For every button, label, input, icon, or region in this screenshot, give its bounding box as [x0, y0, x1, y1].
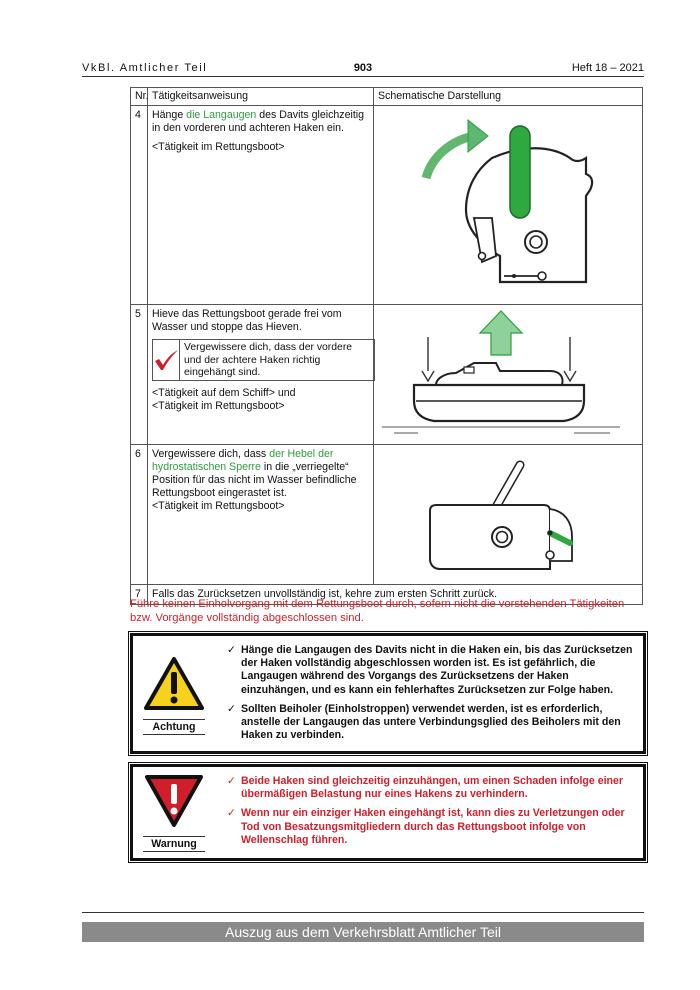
hydrostatic-lock-diagram	[374, 445, 628, 581]
boat-window	[464, 367, 474, 373]
step-highlight: der Hebel der hydrostatischen Sperre	[152, 448, 334, 473]
table-header-row	[131, 88, 643, 106]
caution-box	[130, 633, 646, 754]
warning-list	[227, 775, 635, 853]
warning-label: Warnung	[143, 836, 205, 852]
rotate-arrow-shaft	[426, 136, 474, 178]
step-instruction	[148, 106, 374, 305]
caution-list	[227, 644, 635, 748]
page-number: 903	[353, 62, 373, 74]
list-item	[227, 703, 635, 743]
step-number: 5	[131, 305, 148, 445]
header-journal: VkBl. Amtlicher Teil	[82, 62, 208, 74]
lever-pivot	[479, 253, 486, 260]
list-item	[227, 775, 635, 801]
red-note: Führe keinen Einholvorgang mit dem Rettungsboot durch, sofern nicht die vorstehenden Tätigkeiten bzw. Vorgänge vollständig abgeschlossen sind.	[130, 598, 625, 624]
steps-table	[130, 87, 643, 605]
step-text: Hieve das Rettungsboot gerade frei vom Wasser und stoppe das Hieven.	[152, 308, 342, 333]
page-footer: Auszug aus dem Verkehrsblatt Amtlicher Teil	[82, 922, 644, 942]
warning-symbol	[143, 773, 205, 852]
caution-symbol	[143, 656, 205, 735]
step-text-pre: Hänge	[152, 109, 187, 121]
lever-pivot	[548, 531, 553, 536]
red-check-icon	[153, 340, 180, 380]
check-icon: ✓	[227, 775, 236, 787]
header-issue: Heft 18 – 2021	[571, 62, 644, 74]
list-item	[227, 807, 635, 847]
step-illustration	[374, 305, 643, 445]
fore-hook	[422, 371, 434, 381]
lock-bolt	[512, 274, 516, 278]
lock-pin	[538, 272, 546, 280]
caution-item-text: Sollten Beiholer (Einholstroppen) verwendet werden, ist es erforderlich, anstelle der Langaugen das untere Verbindungsglied des Beiholers mit den Haken zu verbinden.	[241, 702, 621, 742]
check-icon: ✓	[227, 644, 236, 656]
davit-link	[510, 126, 530, 218]
step-instruction	[148, 445, 374, 585]
step-text-post: des Davits gleichzeitig in den vorderen und achteren Haken ein.	[152, 109, 365, 134]
hook-housing	[430, 505, 550, 569]
step-illustration	[374, 445, 643, 585]
hook-engage-diagram	[374, 106, 628, 302]
table-row	[131, 106, 643, 305]
warning-triangle-icon	[143, 656, 205, 712]
check-note	[152, 339, 375, 381]
step-actor: <Tätigkeit im Rettungsboot>	[152, 500, 285, 512]
table-row	[131, 445, 643, 585]
boat-canopy	[436, 363, 563, 385]
header-rule	[82, 76, 644, 77]
step-number: 4	[131, 106, 148, 305]
warning-item-text: Beide Haken sind gleichzeitig einzuhängen, um einen Schaden infolge einer übermäßigen Belastung nur eines Hakens zu verhindern.	[241, 775, 624, 801]
footer-rule	[82, 912, 644, 913]
danger-triangle-icon	[143, 773, 205, 829]
step-actor: <Tätigkeit im Rettungsboot>	[152, 141, 285, 153]
step-actor-2: <Tätigkeit im Rettungsboot>	[152, 400, 285, 412]
list-item	[227, 644, 635, 697]
release-handle	[496, 465, 520, 507]
page-header	[82, 60, 644, 76]
step-text-post: in die „verriegelte“ Position für das nicht im Wasser befindliche Rettungsboot eingerastet ist.	[152, 461, 357, 499]
check-icon: ✓	[227, 702, 236, 715]
step-number: 7	[131, 585, 148, 605]
step-highlight: die Langaugen	[186, 109, 257, 121]
header-instruction: Tätigkeitsanweisung	[148, 88, 374, 106]
step-illustration	[374, 106, 643, 305]
check-note-text: Vergewissere dich, dass der vordere und der achtere Haken richtig eingehängt sind.	[184, 342, 353, 379]
warning-box	[130, 764, 646, 861]
hook-pivot-inner	[530, 236, 542, 248]
hoist-arrow-icon	[480, 311, 522, 355]
step-actor: <Tätigkeit auf dem Schiff> und	[152, 387, 296, 399]
header-nr: Nr.	[131, 88, 148, 106]
step-instruction: Falls das Zurücksetzen unvollständig ist, kehre zum ersten Schritt zurück.	[148, 585, 643, 605]
table-row	[131, 305, 643, 445]
warning-item-text: Wenn nur ein einziger Haken eingehängt ist, kann dies zu Verletzungen oder Tod von Besatzungsmitgliedern durch das Rettungsboot infolge von Wellenschlag führen.	[241, 807, 625, 846]
boat-hull	[414, 385, 584, 421]
caution-label: Achtung	[143, 719, 205, 735]
check-icon: ✓	[227, 807, 236, 820]
rotate-arrow-head	[468, 120, 488, 152]
step-number: 6	[131, 445, 148, 585]
hoist-boat-diagram	[374, 305, 628, 441]
lock-pin	[546, 551, 554, 559]
housing-bolt-inner	[497, 532, 508, 543]
header-illustration: Schematische Darstellung	[374, 88, 643, 106]
step-instruction	[148, 305, 374, 445]
caution-item-text: Hänge die Langaugen des Davits nicht in die Haken ein, bis das Zurücksetzen der Haken vollständig abgeschlossen worden ist. Es ist gefährlich, die Langaugen während des Vorgangs des Zurücksetzens der Haken einzuhängen, und es kann ein fehlerhaftes Zurücksetzen zur Folge haben.	[241, 644, 633, 696]
aft-hook	[564, 371, 576, 381]
step-text-pre: Vergewissere dich, dass	[152, 448, 270, 460]
